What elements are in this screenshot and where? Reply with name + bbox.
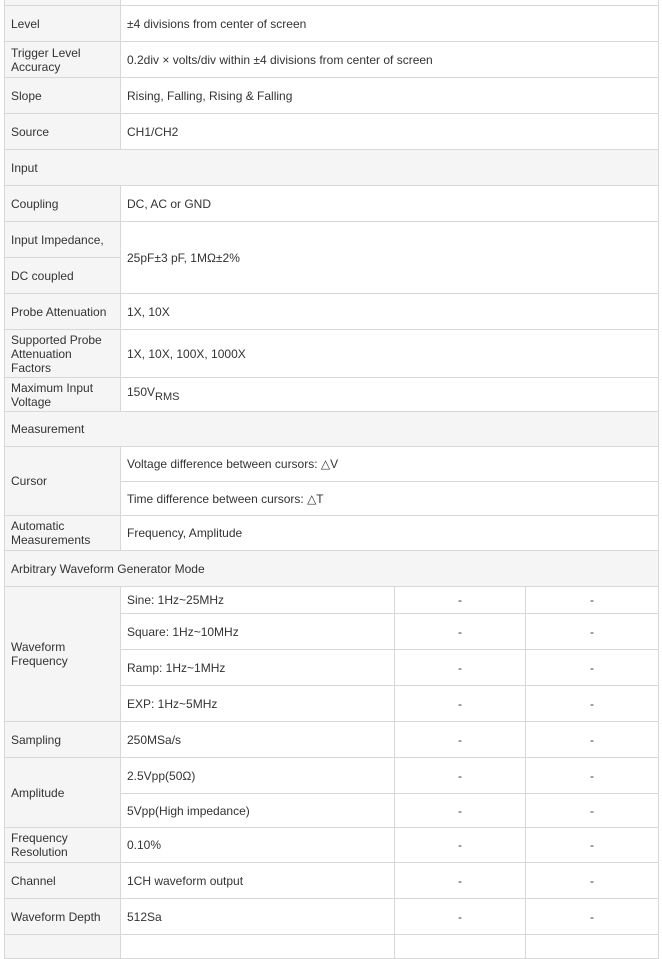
level-value: ±4 divisions from center of screen: [121, 6, 659, 42]
cell: [121, 935, 395, 959]
table-row: [5, 42, 659, 78]
probe-attenuation-value: 1X, 10X: [121, 294, 659, 330]
dash-cell: -: [395, 686, 526, 722]
dash-cell: -: [526, 614, 659, 650]
coupling-label: Coupling: [5, 186, 121, 222]
probe-attenuation-label: Probe Attenuation: [5, 294, 121, 330]
table-row: [5, 294, 659, 330]
dash-cell: -: [526, 650, 659, 686]
table-row: [5, 863, 659, 899]
cell: [526, 935, 659, 959]
impedance-label-2: DC coupled: [5, 258, 121, 294]
amplitude-label: Amplitude: [5, 758, 121, 828]
table-row: [5, 447, 659, 482]
cell: [395, 935, 526, 959]
table-row: [5, 899, 659, 935]
table-row: [5, 516, 659, 551]
dash-cell: -: [395, 794, 526, 828]
dash-cell: -: [395, 722, 526, 758]
awg-section-heading: Arbitrary Waveform Generator Mode: [5, 551, 659, 587]
source-label: Source: [5, 114, 121, 150]
trigger-accuracy-label: Trigger Level Accuracy: [5, 42, 121, 78]
table-row: [5, 935, 659, 959]
input-section-heading: Input: [5, 150, 659, 186]
dash-cell: -: [395, 828, 526, 863]
auto-measurements-value: Frequency, Amplitude: [121, 516, 659, 551]
waveform-frequency-label: Waveform Frequency: [5, 587, 121, 722]
spec-table: [4, 0, 659, 959]
waveform-depth-value: 512Sa: [121, 899, 395, 935]
table-row: [5, 587, 659, 614]
coupling-value: DC, AC or GND: [121, 186, 659, 222]
table-row: [5, 330, 659, 378]
slope-value: Rising, Falling, Rising & Falling: [121, 78, 659, 114]
square-value: Square: 1Hz~10MHz: [121, 614, 395, 650]
cursor-voltage-value: Voltage difference between cursors: △V: [121, 447, 659, 482]
sine-value: Sine: 1Hz~25MHz: [121, 587, 395, 614]
dash-cell: -: [526, 794, 659, 828]
auto-measurements-label: Automatic Measurements: [5, 516, 121, 551]
cell: [5, 935, 121, 959]
max-input-unit: RMS: [155, 391, 180, 403]
dash-cell: -: [526, 863, 659, 899]
table-row: [5, 378, 659, 412]
channel-value: 1CH waveform output: [121, 863, 395, 899]
table-row: [5, 150, 659, 186]
channel-label: Channel: [5, 863, 121, 899]
slope-label: Slope: [5, 78, 121, 114]
dash-cell: -: [526, 587, 659, 614]
impedance-value: 25pF±3 pF, 1MΩ±2%: [121, 222, 659, 294]
table-row: [5, 222, 659, 258]
measurement-section-heading: Measurement: [5, 412, 659, 447]
table-row: [5, 551, 659, 587]
dash-cell: -: [526, 722, 659, 758]
dash-cell: -: [526, 686, 659, 722]
max-input-value: [121, 378, 659, 412]
dash-cell: -: [526, 758, 659, 794]
dash-cell: -: [526, 899, 659, 935]
freq-resolution-value: 0.10%: [121, 828, 395, 863]
table-row: [5, 758, 659, 794]
sampling-value: 250MSa/s: [121, 722, 395, 758]
trigger-accuracy-value: 0.2div × volts/div within ±4 divisions from center of screen: [121, 42, 659, 78]
cursor-label: Cursor: [5, 447, 121, 516]
table-row: [5, 78, 659, 114]
table-row: [5, 722, 659, 758]
dash-cell: -: [395, 587, 526, 614]
dash-cell: -: [395, 614, 526, 650]
table-row: [5, 412, 659, 447]
max-input-label: Maximum Input Voltage: [5, 378, 121, 412]
dash-cell: -: [395, 899, 526, 935]
impedance-label-1: Input Impedance,: [5, 222, 121, 258]
dash-cell: -: [526, 828, 659, 863]
table-row: [5, 828, 659, 863]
table-row: [5, 114, 659, 150]
amplitude-50-value: 2.5Vpp(50Ω): [121, 758, 395, 794]
dash-cell: -: [395, 758, 526, 794]
amplitude-hi-value: 5Vpp(High impedance): [121, 794, 395, 828]
max-input-number: 150V: [127, 385, 156, 399]
exp-value: EXP: 1Hz~5MHz: [121, 686, 395, 722]
dash-cell: -: [395, 650, 526, 686]
cursor-time-value: Time difference between cursors: △T: [121, 482, 659, 516]
freq-resolution-label: Frequency Resolution: [5, 828, 121, 863]
level-label: Level: [5, 6, 121, 42]
supported-probe-label: Supported Probe Attenuation Factors: [5, 330, 121, 378]
table-row: [5, 186, 659, 222]
waveform-depth-label: Waveform Depth: [5, 899, 121, 935]
sampling-label: Sampling: [5, 722, 121, 758]
ramp-value: Ramp: 1Hz~1MHz: [121, 650, 395, 686]
dash-cell: -: [395, 863, 526, 899]
source-value: CH1/CH2: [121, 114, 659, 150]
supported-probe-value: 1X, 10X, 100X, 1000X: [121, 330, 659, 378]
table-row: [5, 6, 659, 42]
